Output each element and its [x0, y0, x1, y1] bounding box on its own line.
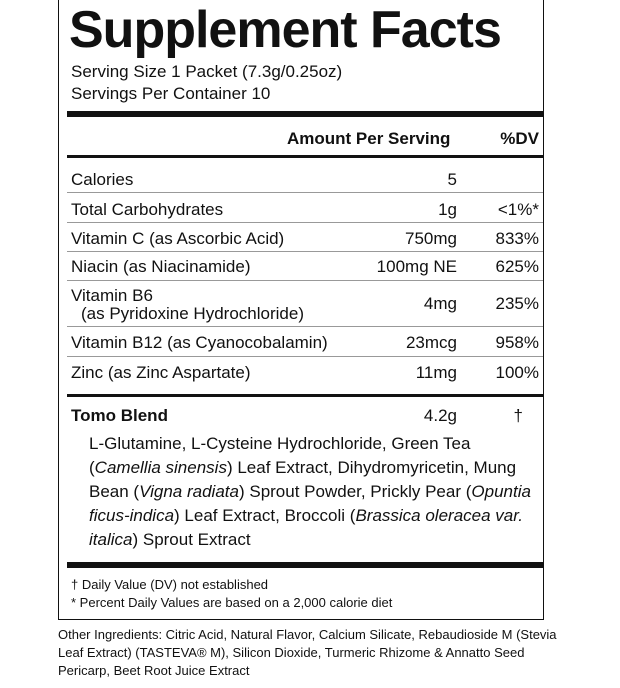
ingredient-text: ) Sprout Extract	[132, 530, 251, 549]
nutrient-name: Total Carbohydrates	[71, 200, 224, 219]
nutrient-name: Zinc (as Zinc Aspartate)	[71, 363, 251, 382]
divider-medium	[67, 394, 543, 397]
row-divider	[67, 356, 543, 357]
blend-amount: 4.2g	[423, 406, 457, 425]
amount-header: Amount Per Serving	[287, 129, 451, 148]
nutrient-name: Vitamin B12 (as Cyanocobalamin)	[71, 333, 328, 352]
nutrient-dv: 100%	[495, 363, 539, 382]
ingredient-latin-name: Camellia sinensis	[94, 458, 227, 477]
nutrient-name: Calories	[71, 170, 134, 189]
ingredient-text: ) Leaf Extract, Dihydromyricetin, Mung Bean (	[89, 458, 517, 501]
nutrient-dv: 625%	[495, 257, 539, 276]
blend-dv: †	[513, 406, 523, 425]
nutrient-dv: 958%	[495, 333, 539, 352]
row-divider	[67, 222, 543, 223]
nutrient-amount: 750mg	[405, 229, 457, 248]
row-divider	[67, 326, 543, 327]
footnote-asterisk: * Percent Daily Values are based on a 2,000 calorie diet	[71, 595, 393, 610]
panel-title: Supplement Facts	[69, 1, 501, 59]
nutrient-name: Vitamin C (as Ascorbic Acid)	[71, 229, 285, 248]
nutrient-subname: (as Pyridoxine Hydrochloride)	[81, 304, 304, 323]
nutrient-amount: 1g	[438, 200, 457, 219]
row-divider	[67, 280, 543, 281]
supplement-facts-panel	[58, 0, 544, 620]
servings-per-container: Servings Per Container 10	[71, 84, 271, 103]
serving-size: Serving Size 1 Packet (7.3g/0.25oz)	[71, 62, 343, 81]
ingredient-latin-name: Brassica oleracea var. italica	[89, 506, 523, 549]
ingredient-text: L-Glutamine, L-Cysteine Hydrochloride, Green Tea (	[89, 434, 471, 477]
blend-name: Tomo Blend	[71, 406, 168, 425]
nutrient-amount: 11mg	[415, 363, 457, 382]
nutrient-amount: 23mcg	[405, 333, 457, 352]
other-ingredients: Other Ingredients: Citric Acid, Natural Flavor, Calcium Silicate, Rebaudioside M (Stevia Leaf Extract) (TASTEVA® M), Silicon Dioxide, Turmeric Rhizome & Annatto Seed Pericarp, Beet Root Juice Extract	[58, 627, 557, 678]
row-divider	[67, 192, 543, 193]
divider-thick	[67, 562, 543, 568]
ingredient-latin-name: Vigna radiata	[139, 482, 239, 501]
nutrient-amount: 5	[447, 170, 457, 189]
nutrient-amount: 4mg	[423, 294, 457, 313]
nutrient-dv: 235%	[495, 294, 539, 313]
blend-ingredients	[89, 432, 539, 552]
dv-header: %DV	[500, 129, 539, 148]
nutrient-amount: 100mg NE	[376, 257, 457, 276]
row-divider	[67, 251, 543, 252]
nutrient-name: Niacin (as Niacinamide)	[71, 257, 251, 276]
nutrient-dv: <1%*	[497, 200, 539, 219]
nutrient-name: Vitamin B6	[71, 286, 153, 305]
footnote-dagger: † Daily Value (DV) not established	[71, 577, 269, 592]
ingredient-text: ) Sprout Powder, Prickly Pear (	[238, 482, 472, 501]
ingredient-latin-name: Opuntia ficus-indica	[89, 482, 531, 525]
ingredient-text: ) Leaf Extract, Broccoli (	[174, 506, 356, 525]
nutrient-dv: 833%	[495, 229, 539, 248]
divider-medium	[67, 155, 543, 158]
divider-thick	[67, 111, 543, 117]
